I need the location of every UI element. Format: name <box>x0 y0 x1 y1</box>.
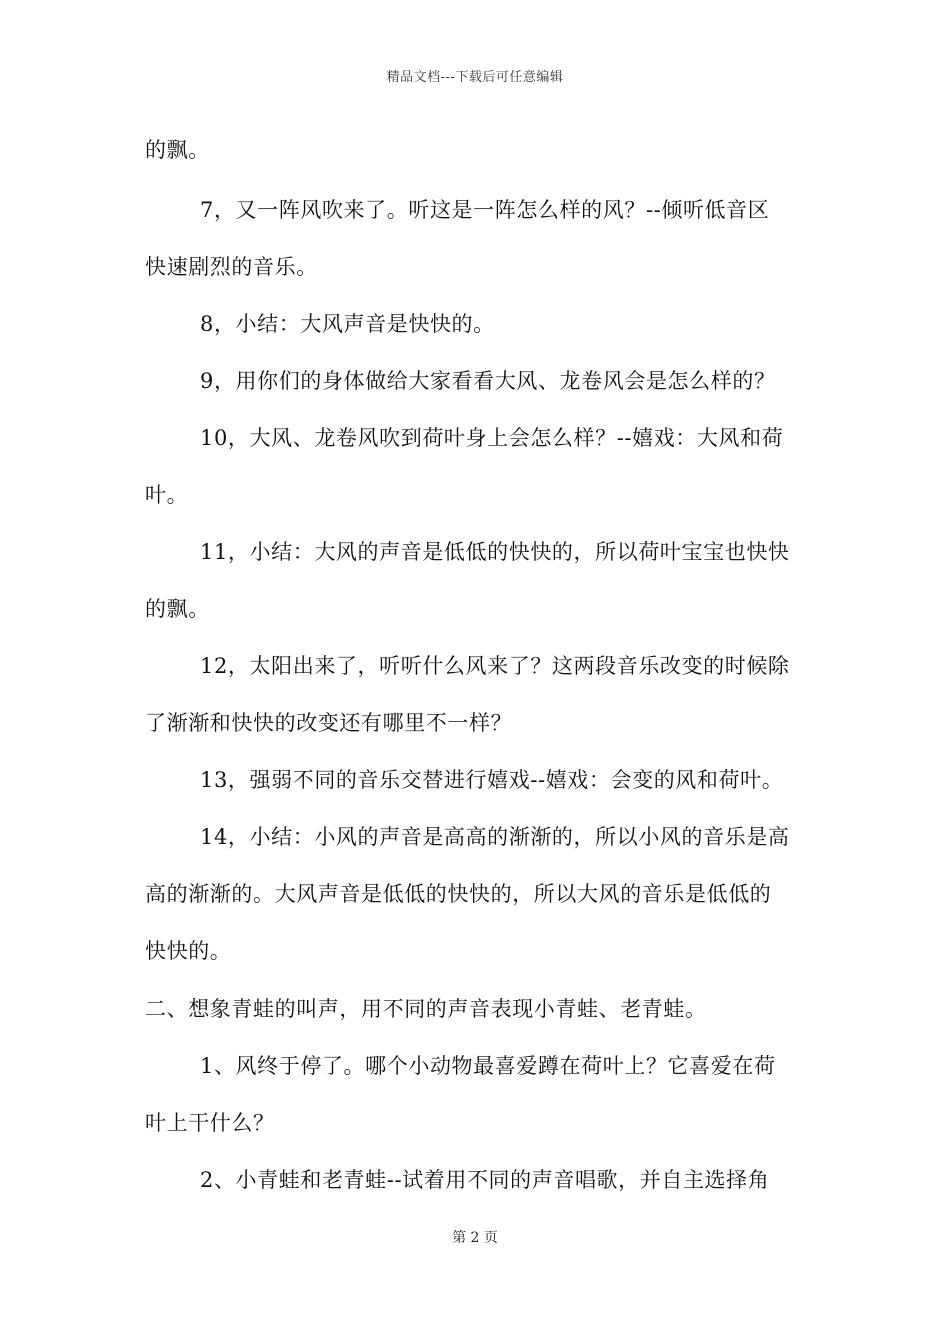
text-line: 2、小青蛙和老青蛙--试着用不同的声音唱歌，并自主选择角 <box>200 1168 770 1192</box>
text-line: 12，太阳出来了，听听什么风来了？这两段音乐改变的时候除 <box>200 654 790 678</box>
text-line: 9，用你们的身体做给大家看看大风、龙卷风会是怎么样的？ <box>200 369 776 393</box>
text-line: 13，强弱不同的音乐交替进行嬉戏--嬉戏：会变的风和荷叶。 <box>200 768 784 792</box>
text-line: 叶。 <box>145 483 189 507</box>
text-line: 了渐渐和快快的改变还有哪里不一样？ <box>145 711 513 735</box>
page-header: 精品文档---下载后可任意编辑 <box>386 70 564 85</box>
text-line: 14，小结：小风的声音是高高的渐渐的，所以小风的音乐是高 <box>200 825 790 849</box>
text-line: 8，小结：大风声音是快快的。 <box>200 312 495 336</box>
text-line: 的飘。 <box>145 138 210 162</box>
text-line: 11，小结：大风的声音是低低的快快的，所以荷叶宝宝也快快 <box>200 540 790 564</box>
text-line: 的飘。 <box>145 597 210 621</box>
text-line: 10，大风、龙卷风吹到荷叶身上会怎么样？--嬉戏：大风和荷 <box>200 426 784 450</box>
text-line: 1、风终于停了。哪个小动物最喜爱蹲在荷叶上？它喜爱在荷 <box>200 1054 776 1078</box>
text-line: 叶上干什么？ <box>145 1111 275 1135</box>
text-line: 高的渐渐的。大风声音是低低的快快的，所以大风的音乐是低低的 <box>145 882 772 906</box>
text-line: 7，又一阵风吹来了。听这是一阵怎么样的风？--倾听低音区 <box>200 198 770 222</box>
page-number: 第 2 页 <box>452 1230 498 1246</box>
text-line: 快快的。 <box>145 939 232 963</box>
text-line: 快速剧烈的音乐。 <box>145 255 318 279</box>
section-heading: 二、想象青蛙的叫声，用不同的声音表现小青蛙、老青蛙。 <box>145 997 707 1021</box>
